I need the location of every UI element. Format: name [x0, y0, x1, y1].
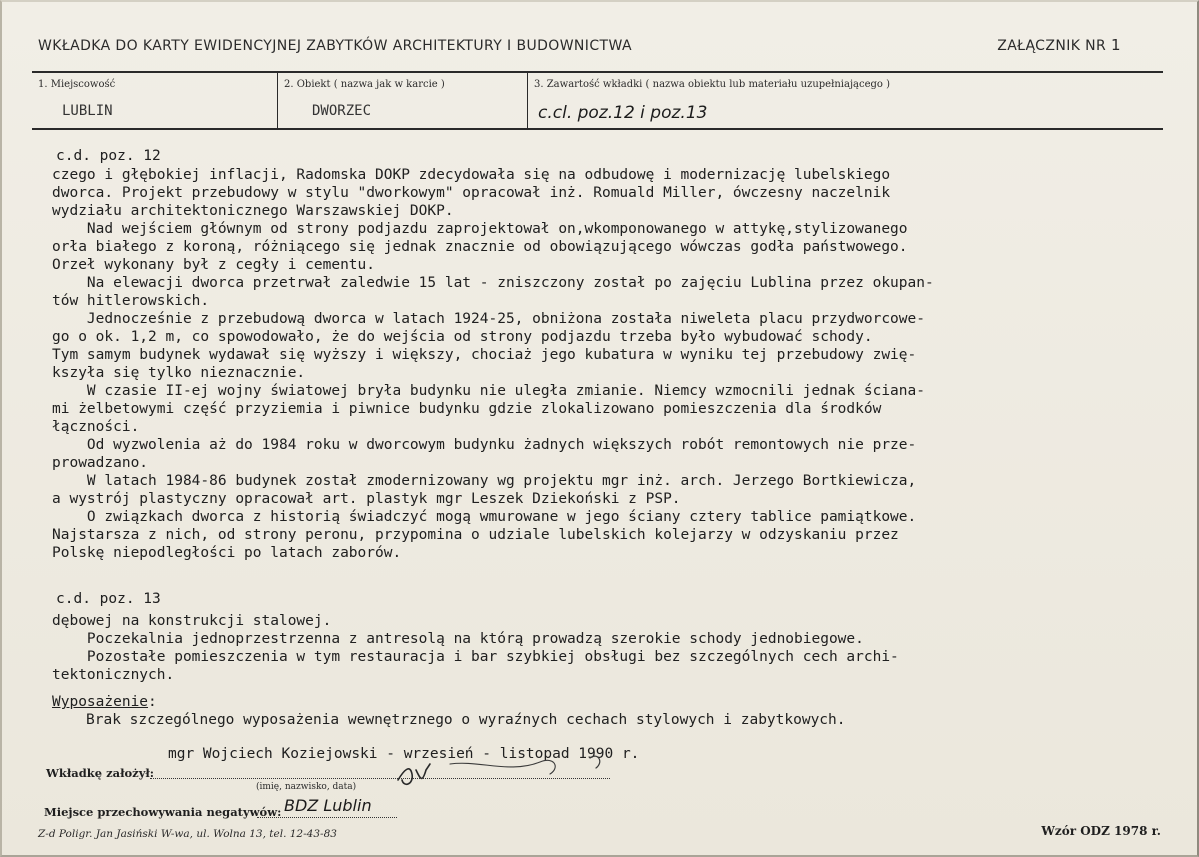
- section-12-heading: c.d. poz. 12: [56, 148, 161, 164]
- field-place: [32, 73, 278, 128]
- negatives-value: BDZ Lublin: [284, 796, 372, 815]
- equipment-label-text: Wyposażenie: [52, 694, 149, 710]
- equipment-label-colon: :: [148, 694, 157, 710]
- founder-typed-name: mgr Wojciech Koziejowski - wrzesień - listopad 1990 r.: [168, 746, 640, 762]
- field-content: [528, 73, 1163, 128]
- equipment-label: [52, 694, 157, 710]
- negatives-dotted-line: [257, 817, 397, 818]
- annex-label: [997, 36, 1121, 54]
- annex-number: 1: [1111, 36, 1121, 54]
- field-object-label: 2. Obiekt ( nazwa jak w karcie ): [284, 79, 445, 90]
- identification-fields: [32, 71, 1163, 130]
- form-title: WKŁADKA DO KARTY EWIDENCYJNEJ ZABYTKÓW ARCHITEKTURY I BUDOWNICTWA: [38, 38, 632, 54]
- section-12-body: czego i głębokiej inflacji, Radomska DOKP zdecydowała się na odbudowę i modernizację lubelskiego dworca. Projekt przebudowy w stylu "dworkowym" opracował inż. Romuald Miller, ówczesny naczelnik wydziału architektonicznego Warszawskiej DOKP. Nad wejściem głównym od strony podjazdu zaprojektował on,wkomponowanego w attykę,stylizowanego orła białego z koroną, różniącego się jednak znacznie od obowiązującego wówczas godła państwowego. Orzeł wykonany był z cegły i cementu. Na elewacji dworca przetrwał zaledwie 15 lat - zniszczony został po zajęciu Lublina przez okupan- tów hitlerowskich. Jednocześnie z przebudową dworca w latach 1924-25, obniżona została niweleta placu przydworcowe- go o ok. 1,2 m, co spowodowało, że do wejścia od strony podjazdu trzeba było wybudować schody. Tym samym budynek wydawał się wyższy i większy, chociaż jego kubatura w wyniku tej przebudowy zwię- kszyła się tylko nieznacznie. W czasie II-ej wojny światowej bryła budynku nie uległa zmianie. Niemcy wzmocnili jednak ściana- mi żelbetowymi część przyziemia i piwnice budynku gdzie zlokalizowano pomieszczenia dla środków łączności. Od wyzwolenia aż do 1984 roku w dworcowym budynku żadnych większych robót remontowych nie prze- prowadzano. W latach 1984-86 budynek został zmodernizowany wg projektu mgr inż. arch. Jerzego Bortkiewicza, a wystrój plastyczny opracował art. plastyk mgr Leszek Dziekoński z PSP. O związkach dworca z historią świadczyć mogą wmurowane w jego ściany cztery tablice pamiątkowe. Najstarsza z nich, od strony peronu, przypomina o udziale lubelskich kolejarzy w odzyskaniu przez Polskę niepodległości po latach zaborów.: [52, 167, 934, 561]
- form-model: Wzór ODZ 1978 r.: [1041, 824, 1161, 838]
- equipment-text: Brak szczególnego wyposażenia wewnętrznego o wyraźnych cechach stylowych i zabytkowych.: [86, 712, 846, 728]
- section-13-body: dębowej na konstrukcji stalowej. Poczekalnia jednoprzestrzenna z antresolą na którą prowadzą szerokie schody jednobiegowe. Pozostałe pomieszczenia w tym restauracja i bar szybkiej obsługi bez szczególnych cech archi- tektonicznych.: [52, 613, 899, 683]
- printer-imprint: Z-d Poligr. Jan Jasiński W-wa, ul. Wolna 13, tel. 12-43-83: [38, 828, 337, 840]
- annex-label-text: ZAŁĄCZNIK NR: [997, 38, 1107, 54]
- field-content-label: 3. Zawartość wkładki ( nazwa obiektu lub materiału uzupełniającego ): [534, 79, 891, 90]
- field-object: [278, 73, 528, 128]
- field-object-value: DWORZEC: [312, 103, 372, 119]
- field-place-value: LUBLIN: [62, 103, 113, 119]
- negatives-label: Miejsce przechowywania negatywów:: [44, 805, 282, 819]
- founder-caption: (imię, nazwisko, data): [256, 782, 357, 792]
- field-content-value: c.cl. poz.12 i poz.13: [538, 103, 708, 123]
- field-place-label: 1. Miejscowość: [38, 79, 116, 90]
- handwritten-signature: [390, 740, 630, 796]
- founder-label: Wkładkę założył:: [46, 766, 155, 780]
- section-13-heading: c.d. poz. 13: [56, 591, 161, 607]
